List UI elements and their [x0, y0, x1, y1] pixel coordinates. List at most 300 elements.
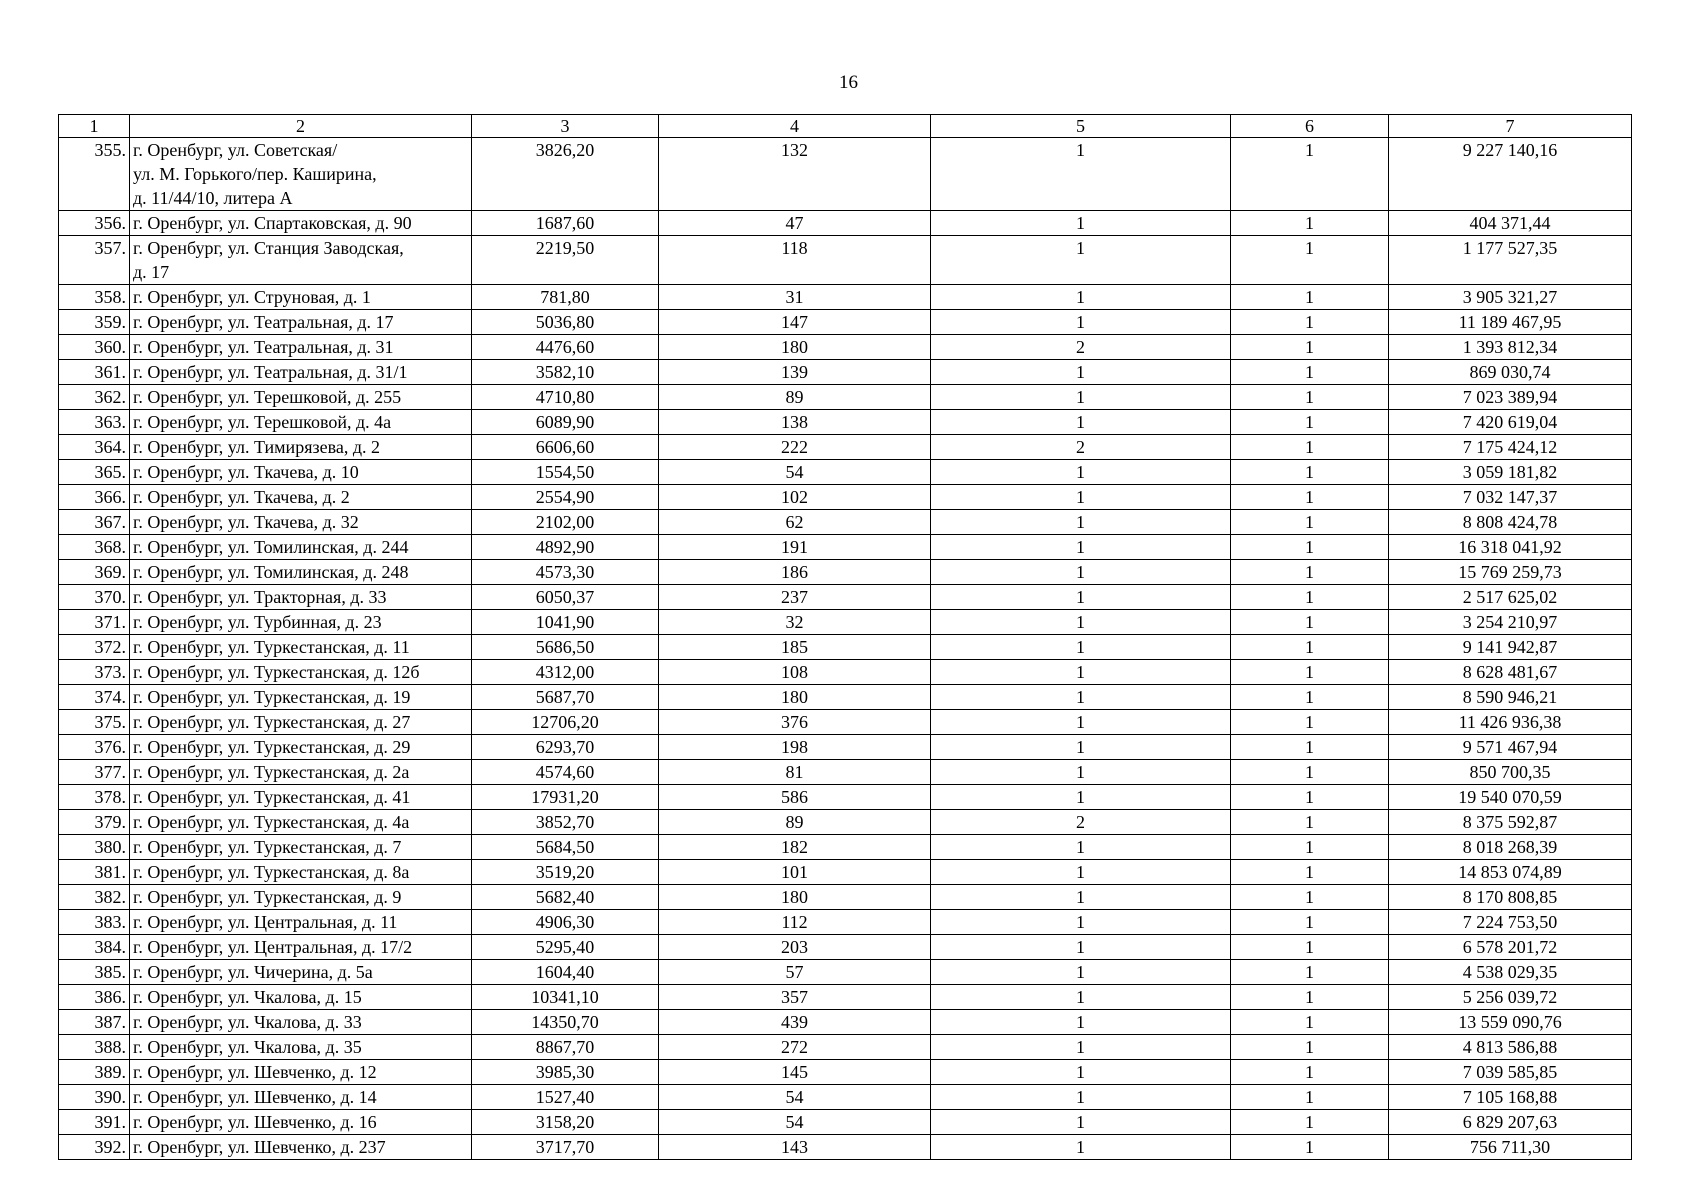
- table-row: [59, 1135, 1632, 1160]
- address-cell: [130, 660, 472, 685]
- people-cell: 586: [659, 785, 931, 810]
- table-row: [59, 985, 1632, 1010]
- cost-cell: 7 224 753,50: [1389, 910, 1632, 935]
- column-6-cell: 1: [1231, 410, 1389, 435]
- row-number-cell: 366.: [59, 485, 130, 510]
- column-5-cell: 1: [931, 610, 1231, 635]
- cost-cell: 8 590 946,21: [1389, 685, 1632, 710]
- row-number-cell: 361.: [59, 360, 130, 385]
- address-line: г. Оренбург, ул. Туркестанская, д. 19: [133, 687, 411, 707]
- address-cell: [130, 1135, 472, 1160]
- address-cell: [130, 138, 472, 211]
- address-cell: [130, 735, 472, 760]
- table-row: [59, 935, 1632, 960]
- area-cell: 5684,50: [472, 835, 659, 860]
- header-row: [59, 115, 1632, 138]
- people-cell: 102: [659, 485, 931, 510]
- table-row: [59, 435, 1632, 460]
- row-number-cell: 383.: [59, 910, 130, 935]
- column-6-cell: 1: [1231, 285, 1389, 310]
- area-cell: 3519,20: [472, 860, 659, 885]
- address-line: г. Оренбург, ул. Станция Заводская,: [133, 238, 404, 258]
- column-5-cell: 1: [931, 285, 1231, 310]
- address-line: г. Оренбург, ул. Спартаковская, д. 90: [133, 213, 412, 233]
- column-6-cell: 1: [1231, 860, 1389, 885]
- row-number-cell: 380.: [59, 835, 130, 860]
- address-cell: [130, 960, 472, 985]
- table-row: [59, 760, 1632, 785]
- column-5-cell: 1: [931, 835, 1231, 860]
- column-header: 7: [1389, 115, 1632, 138]
- column-6-cell: 1: [1231, 960, 1389, 985]
- address-line: г. Оренбург, ул. Струновая, д. 1: [133, 287, 371, 307]
- column-5-cell: 1: [931, 138, 1231, 211]
- address-cell: [130, 910, 472, 935]
- address-cell: [130, 685, 472, 710]
- address-cell: [130, 1060, 472, 1085]
- address-line: г. Оренбург, ул. Театральная, д. 31/1: [133, 362, 408, 382]
- column-6-cell: 1: [1231, 585, 1389, 610]
- area-cell: 781,80: [472, 285, 659, 310]
- row-number-cell: 360.: [59, 335, 130, 360]
- people-cell: 191: [659, 535, 931, 560]
- column-6-cell: 1: [1231, 236, 1389, 285]
- column-5-cell: 1: [931, 410, 1231, 435]
- column-5-cell: 1: [931, 1060, 1231, 1085]
- row-number-cell: 389.: [59, 1060, 130, 1085]
- cost-cell: 5 256 039,72: [1389, 985, 1632, 1010]
- table-row: [59, 1110, 1632, 1135]
- column-5-cell: 1: [931, 960, 1231, 985]
- people-cell: 31: [659, 285, 931, 310]
- area-cell: 1527,40: [472, 1085, 659, 1110]
- address-line: г. Оренбург, ул. Театральная, д. 31: [133, 337, 394, 357]
- column-6-cell: 1: [1231, 885, 1389, 910]
- row-number-cell: 378.: [59, 785, 130, 810]
- cost-cell: 11 189 467,95: [1389, 310, 1632, 335]
- address-line: г. Оренбург, ул. Тракторная, д. 33: [133, 587, 387, 607]
- cost-cell: 13 559 090,76: [1389, 1010, 1632, 1035]
- column-header: 1: [59, 115, 130, 138]
- address-line: г. Оренбург, ул. Центральная, д. 11: [133, 912, 398, 932]
- table-row: [59, 1060, 1632, 1085]
- column-6-cell: 1: [1231, 685, 1389, 710]
- address-cell: [130, 560, 472, 585]
- area-cell: 5295,40: [472, 935, 659, 960]
- table-row: [59, 685, 1632, 710]
- column-5-cell: 1: [931, 860, 1231, 885]
- column-5-cell: 2: [931, 335, 1231, 360]
- row-number-cell: 376.: [59, 735, 130, 760]
- cost-cell: 8 375 592,87: [1389, 810, 1632, 835]
- column-5-cell: 1: [931, 985, 1231, 1010]
- address-line: г. Оренбург, ул. Тимирязева, д. 2: [133, 437, 380, 457]
- column-6-cell: 1: [1231, 360, 1389, 385]
- address-line: г. Оренбург, ул. Шевченко, д. 12: [133, 1062, 377, 1082]
- column-5-cell: 1: [931, 560, 1231, 585]
- table-header: [59, 115, 1632, 138]
- area-cell: 3852,70: [472, 810, 659, 835]
- address-line: г. Оренбург, ул. Туркестанская, д. 11: [133, 637, 410, 657]
- address-cell: [130, 485, 472, 510]
- page-number: 16: [839, 72, 858, 93]
- table-row: [59, 211, 1632, 236]
- address-line: д. 11/44/10, литера А: [133, 188, 293, 208]
- column-6-cell: 1: [1231, 1060, 1389, 1085]
- people-cell: 81: [659, 760, 931, 785]
- table-row: [59, 785, 1632, 810]
- address-line: г. Оренбург, ул. Терешковой, д. 4а: [133, 412, 392, 432]
- address-line: г. Оренбург, ул. Туркестанская, д. 29: [133, 737, 411, 757]
- table-row: [59, 1035, 1632, 1060]
- address-line: г. Оренбург, ул. Чкалова, д. 15: [133, 987, 362, 1007]
- cost-cell: 8 808 424,78: [1389, 510, 1632, 535]
- address-line: г. Оренбург, ул. Томилинская, д. 244: [133, 537, 409, 557]
- cost-cell: 9 571 467,94: [1389, 735, 1632, 760]
- area-cell: 5686,50: [472, 635, 659, 660]
- address-cell: [130, 410, 472, 435]
- address-cell: [130, 335, 472, 360]
- column-6-cell: 1: [1231, 760, 1389, 785]
- column-5-cell: 1: [931, 710, 1231, 735]
- address-line: г. Оренбург, ул. Шевченко, д. 14: [133, 1087, 377, 1107]
- cost-cell: 850 700,35: [1389, 760, 1632, 785]
- people-cell: 203: [659, 935, 931, 960]
- address-cell: [130, 760, 472, 785]
- address-line: г. Оренбург, ул. Центральная, д. 17/2: [133, 937, 413, 957]
- row-number-cell: 355.: [59, 138, 130, 211]
- table-row: [59, 1085, 1632, 1110]
- people-cell: 62: [659, 510, 931, 535]
- cost-cell: 7 175 424,12: [1389, 435, 1632, 460]
- column-6-cell: 1: [1231, 635, 1389, 660]
- address-cell: [130, 310, 472, 335]
- people-cell: 101: [659, 860, 931, 885]
- column-6-cell: 1: [1231, 1010, 1389, 1035]
- people-cell: 132: [659, 138, 931, 211]
- column-5-cell: 1: [931, 585, 1231, 610]
- column-6-cell: 1: [1231, 385, 1389, 410]
- people-cell: 180: [659, 335, 931, 360]
- address-line: г. Оренбург, ул. Чкалова, д. 35: [133, 1037, 362, 1057]
- people-cell: 145: [659, 1060, 931, 1085]
- address-cell: [130, 236, 472, 285]
- address-cell: [130, 1035, 472, 1060]
- cost-cell: 7 105 168,88: [1389, 1085, 1632, 1110]
- address-line: г. Оренбург, ул. Ткачева, д. 32: [133, 512, 359, 532]
- area-cell: 2554,90: [472, 485, 659, 510]
- cost-cell: 1 393 812,34: [1389, 335, 1632, 360]
- column-5-cell: 1: [931, 760, 1231, 785]
- address-cell: [130, 785, 472, 810]
- table-row: [59, 335, 1632, 360]
- column-6-cell: 1: [1231, 211, 1389, 236]
- column-5-cell: 1: [931, 236, 1231, 285]
- address-cell: [130, 1010, 472, 1035]
- table-row: [59, 485, 1632, 510]
- address-line: г. Оренбург, ул. Чичерина, д. 5а: [133, 962, 373, 982]
- column-6-cell: 1: [1231, 785, 1389, 810]
- row-number-cell: 367.: [59, 510, 130, 535]
- area-cell: 3717,70: [472, 1135, 659, 1160]
- row-number-cell: 379.: [59, 810, 130, 835]
- area-cell: 17931,20: [472, 785, 659, 810]
- people-cell: 54: [659, 460, 931, 485]
- area-cell: 1041,90: [472, 610, 659, 635]
- column-5-cell: 1: [931, 360, 1231, 385]
- column-5-cell: 1: [931, 385, 1231, 410]
- column-5-cell: 1: [931, 635, 1231, 660]
- people-cell: 198: [659, 735, 931, 760]
- people-cell: 138: [659, 410, 931, 435]
- table-row: [59, 410, 1632, 435]
- area-cell: 1687,60: [472, 211, 659, 236]
- column-6-cell: 1: [1231, 335, 1389, 360]
- area-cell: 1604,40: [472, 960, 659, 985]
- people-cell: 180: [659, 885, 931, 910]
- people-cell: 54: [659, 1085, 931, 1110]
- column-6-cell: 1: [1231, 660, 1389, 685]
- people-cell: 186: [659, 560, 931, 585]
- column-5-cell: 1: [931, 910, 1231, 935]
- people-cell: 112: [659, 910, 931, 935]
- people-cell: 89: [659, 810, 931, 835]
- column-5-cell: 1: [931, 660, 1231, 685]
- address-line: ул. М. Горького/пер. Каширина,: [133, 164, 377, 184]
- address-line: г. Оренбург, ул. Туркестанская, д. 2а: [133, 762, 410, 782]
- row-number-cell: 392.: [59, 1135, 130, 1160]
- table-row: [59, 535, 1632, 560]
- table-row: [59, 960, 1632, 985]
- address-line: г. Оренбург, ул. Туркестанская, д. 4а: [133, 812, 410, 832]
- cost-cell: 3 254 210,97: [1389, 610, 1632, 635]
- table-row: [59, 560, 1632, 585]
- cost-cell: 14 853 074,89: [1389, 860, 1632, 885]
- cost-cell: 9 141 942,87: [1389, 635, 1632, 660]
- row-number-cell: 385.: [59, 960, 130, 985]
- address-line: г. Оренбург, ул. Туркестанская, д. 9: [133, 887, 402, 907]
- column-5-cell: 1: [931, 785, 1231, 810]
- column-6-cell: 1: [1231, 1135, 1389, 1160]
- area-cell: 14350,70: [472, 1010, 659, 1035]
- address-cell: [130, 585, 472, 610]
- address-cell: [130, 860, 472, 885]
- table-row: [59, 360, 1632, 385]
- area-cell: 4892,90: [472, 535, 659, 560]
- column-5-cell: 1: [931, 1135, 1231, 1160]
- row-number-cell: 368.: [59, 535, 130, 560]
- table-row: [59, 885, 1632, 910]
- address-line: г. Оренбург, ул. Туркестанская, д. 41: [133, 787, 411, 807]
- table-row: [59, 735, 1632, 760]
- address-cell: [130, 710, 472, 735]
- row-number-cell: 387.: [59, 1010, 130, 1035]
- table-row: [59, 310, 1632, 335]
- table-row: [59, 510, 1632, 535]
- area-cell: 4574,60: [472, 760, 659, 785]
- people-cell: 272: [659, 1035, 931, 1060]
- cost-cell: 8 628 481,67: [1389, 660, 1632, 685]
- area-cell: 12706,20: [472, 710, 659, 735]
- column-5-cell: 1: [931, 310, 1231, 335]
- area-cell: 5682,40: [472, 885, 659, 910]
- people-cell: 182: [659, 835, 931, 860]
- table-row: [59, 860, 1632, 885]
- row-number-cell: 390.: [59, 1085, 130, 1110]
- table-row: [59, 660, 1632, 685]
- people-cell: 143: [659, 1135, 931, 1160]
- cost-cell: 16 318 041,92: [1389, 535, 1632, 560]
- address-cell: [130, 610, 472, 635]
- table-row: [59, 610, 1632, 635]
- area-cell: 3158,20: [472, 1110, 659, 1135]
- area-cell: 2102,00: [472, 510, 659, 535]
- column-5-cell: 1: [931, 1035, 1231, 1060]
- cost-cell: 3 905 321,27: [1389, 285, 1632, 310]
- area-cell: 3826,20: [472, 138, 659, 211]
- area-cell: 5036,80: [472, 310, 659, 335]
- address-cell: [130, 810, 472, 835]
- area-cell: 6606,60: [472, 435, 659, 460]
- address-line: г. Оренбург, ул. Чкалова, д. 33: [133, 1012, 362, 1032]
- address-line: г. Оренбург, ул. Туркестанская, д. 12б: [133, 662, 420, 682]
- column-6-cell: 1: [1231, 735, 1389, 760]
- people-cell: 32: [659, 610, 931, 635]
- address-cell: [130, 1085, 472, 1110]
- address-cell: [130, 935, 472, 960]
- row-number-cell: 356.: [59, 211, 130, 236]
- row-number-cell: 362.: [59, 385, 130, 410]
- column-6-cell: 1: [1231, 810, 1389, 835]
- column-5-cell: 1: [931, 485, 1231, 510]
- cost-cell: 9 227 140,16: [1389, 138, 1632, 211]
- address-cell: [130, 460, 472, 485]
- address-line: г. Оренбург, ул. Театральная, д. 17: [133, 312, 394, 332]
- address-cell: [130, 360, 472, 385]
- column-6-cell: 1: [1231, 535, 1389, 560]
- column-6-cell: 1: [1231, 1085, 1389, 1110]
- column-5-cell: 1: [931, 1110, 1231, 1135]
- area-cell: 4312,00: [472, 660, 659, 685]
- row-number-cell: 372.: [59, 635, 130, 660]
- table-row: [59, 385, 1632, 410]
- area-cell: 4906,30: [472, 910, 659, 935]
- row-number-cell: 384.: [59, 935, 130, 960]
- column-6-cell: 1: [1231, 610, 1389, 635]
- table-row: [59, 138, 1632, 211]
- table-row: [59, 710, 1632, 735]
- column-5-cell: 1: [931, 211, 1231, 236]
- cost-cell: 4 813 586,88: [1389, 1035, 1632, 1060]
- people-cell: 180: [659, 685, 931, 710]
- column-6-cell: 1: [1231, 485, 1389, 510]
- cost-cell: 2 517 625,02: [1389, 585, 1632, 610]
- table-row: [59, 635, 1632, 660]
- column-5-cell: 1: [931, 935, 1231, 960]
- people-cell: 237: [659, 585, 931, 610]
- cost-cell: 4 538 029,35: [1389, 960, 1632, 985]
- row-number-cell: 358.: [59, 285, 130, 310]
- row-number-cell: 365.: [59, 460, 130, 485]
- column-header: 6: [1231, 115, 1389, 138]
- address-line: г. Оренбург, ул. Ткачева, д. 10: [133, 462, 359, 482]
- row-number-cell: 371.: [59, 610, 130, 635]
- address-line: г. Оренбург, ул. Ткачева, д. 2: [133, 487, 350, 507]
- people-cell: 108: [659, 660, 931, 685]
- cost-cell: 3 059 181,82: [1389, 460, 1632, 485]
- column-header: 5: [931, 115, 1231, 138]
- address-cell: [130, 435, 472, 460]
- address-line: г. Оренбург, ул. Туркестанская, д. 27: [133, 712, 411, 732]
- cost-cell: 19 540 070,59: [1389, 785, 1632, 810]
- address-line: г. Оренбург, ул. Томилинская, д. 248: [133, 562, 409, 582]
- row-number-cell: 375.: [59, 710, 130, 735]
- address-cell: [130, 635, 472, 660]
- address-cell: [130, 211, 472, 236]
- cost-cell: 15 769 259,73: [1389, 560, 1632, 585]
- table-row: [59, 585, 1632, 610]
- column-6-cell: 1: [1231, 1035, 1389, 1060]
- address-line: г. Оренбург, ул. Шевченко, д. 237: [133, 1137, 386, 1157]
- column-6-cell: 1: [1231, 435, 1389, 460]
- column-5-cell: 2: [931, 435, 1231, 460]
- column-6-cell: 1: [1231, 1110, 1389, 1135]
- column-header: 2: [130, 115, 472, 138]
- people-cell: 439: [659, 1010, 931, 1035]
- cost-cell: 1 177 527,35: [1389, 236, 1632, 285]
- registry-table: [58, 114, 1632, 1160]
- row-number-cell: 357.: [59, 236, 130, 285]
- row-number-cell: 359.: [59, 310, 130, 335]
- area-cell: 4573,30: [472, 560, 659, 585]
- area-cell: 6293,70: [472, 735, 659, 760]
- cost-cell: 756 711,30: [1389, 1135, 1632, 1160]
- row-number-cell: 386.: [59, 985, 130, 1010]
- area-cell: 3985,30: [472, 1060, 659, 1085]
- cost-cell: 6 829 207,63: [1389, 1110, 1632, 1135]
- column-5-cell: 1: [931, 1010, 1231, 1035]
- address-cell: [130, 885, 472, 910]
- column-6-cell: 1: [1231, 138, 1389, 211]
- people-cell: 89: [659, 385, 931, 410]
- row-number-cell: 363.: [59, 410, 130, 435]
- cost-cell: 11 426 936,38: [1389, 710, 1632, 735]
- people-cell: 57: [659, 960, 931, 985]
- address-line: г. Оренбург, ул. Терешковой, д. 255: [133, 387, 402, 407]
- table-row: [59, 810, 1632, 835]
- column-6-cell: 1: [1231, 460, 1389, 485]
- address-cell: [130, 510, 472, 535]
- area-cell: 10341,10: [472, 985, 659, 1010]
- column-6-cell: 1: [1231, 710, 1389, 735]
- cost-cell: 8 170 808,85: [1389, 885, 1632, 910]
- cost-cell: 8 018 268,39: [1389, 835, 1632, 860]
- column-5-cell: 1: [931, 510, 1231, 535]
- column-6-cell: 1: [1231, 835, 1389, 860]
- area-cell: 2219,50: [472, 236, 659, 285]
- column-5-cell: 1: [931, 735, 1231, 760]
- people-cell: 376: [659, 710, 931, 735]
- people-cell: 147: [659, 310, 931, 335]
- area-cell: 4476,60: [472, 335, 659, 360]
- column-6-cell: 1: [1231, 910, 1389, 935]
- address-cell: [130, 535, 472, 560]
- table-row: [59, 236, 1632, 285]
- cost-cell: 404 371,44: [1389, 211, 1632, 236]
- address-line: г. Оренбург, ул. Турбинная, д. 23: [133, 612, 382, 632]
- address-line: г. Оренбург, ул. Шевченко, д. 16: [133, 1112, 377, 1132]
- table-row: [59, 285, 1632, 310]
